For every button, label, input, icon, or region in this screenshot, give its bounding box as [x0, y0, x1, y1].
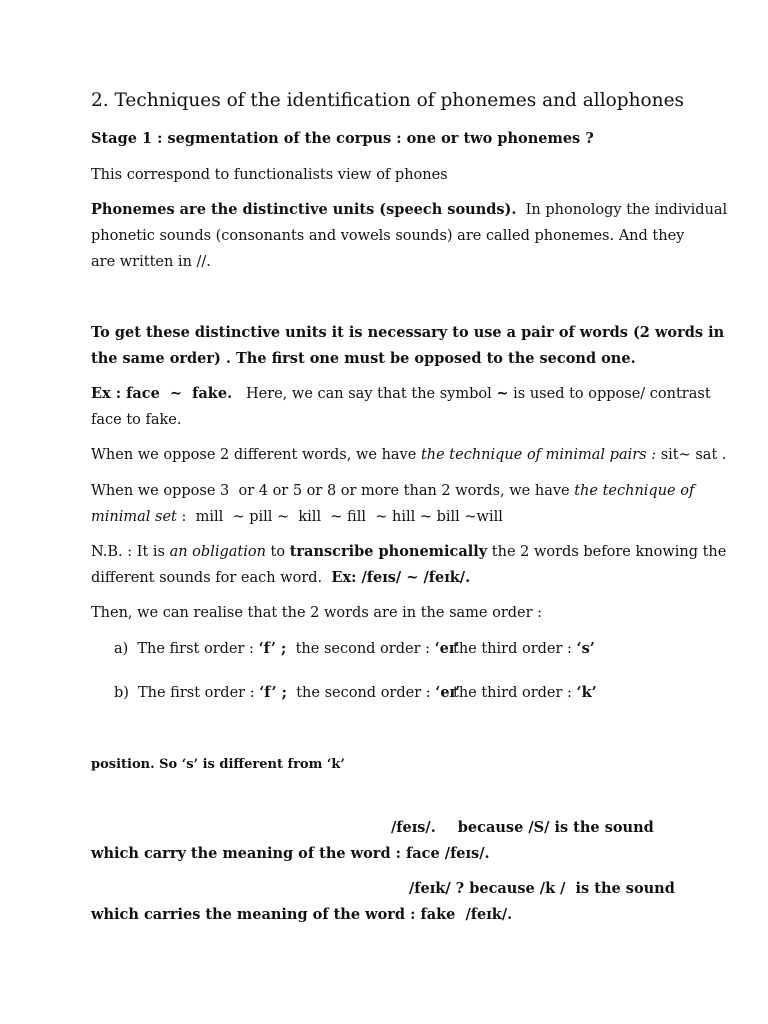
example-line2: face to fake.: [91, 412, 182, 428]
list-item-a-third: [453, 636, 595, 662]
first-order-label: The first order :: [137, 641, 259, 657]
nb-part1: N.B. : It is: [91, 544, 170, 560]
second-order-value: ‘eɪ’: [434, 640, 460, 657]
face-fragment: [391, 815, 654, 841]
example-rest1: Here, we can say that the symbol: [232, 386, 497, 402]
nb-line2: different sounds for each word.: [91, 570, 332, 586]
phonemes-bold: Phonemes are the distinctive units (speech sounds).: [91, 201, 517, 218]
third-order-label: the third order :: [453, 685, 577, 701]
tilde-symbol: ~: [496, 385, 509, 402]
pair-rule-paragraph: [91, 320, 725, 372]
list-item-b-third: [453, 680, 597, 706]
minimal-set-term-2: minimal set: [91, 509, 177, 525]
face-transcription: /feɪs/.: [391, 819, 436, 836]
fake-transcription: /feɪk/ ? because /k / is the sound: [409, 880, 675, 897]
nb-obligation: an obligation: [169, 544, 266, 560]
minimal-set-before: When we oppose 3 or 4 or 5 or 8 or more than 2 words, we have: [91, 483, 575, 499]
phonemes-line1-rest: In phonology the individual: [516, 202, 728, 218]
minimal-pairs-after: sit~ sat .: [656, 447, 727, 463]
pair-rule-line1: To get these distinctive units it is necessary to use a pair of words (2 words in: [91, 324, 725, 341]
stage-1-heading: [91, 126, 691, 152]
list-marker: b): [114, 685, 129, 701]
heading-text: 2. Techniques of the identification of phonemes and allophones: [91, 90, 685, 111]
fake-fragment: [409, 876, 675, 902]
list-marker: a): [114, 641, 129, 657]
list-item-a: [114, 636, 459, 662]
minimal-pairs-before: When we oppose 2 different words, we have: [91, 447, 421, 463]
minimal-pairs-term: the technique of minimal pairs :: [420, 447, 657, 463]
minimal-set-paragraph: [91, 478, 695, 530]
nb-part3: the 2 words before knowing the: [487, 544, 727, 560]
face-because: because /S/ is the sound: [457, 819, 654, 836]
first-order-value: ‘f’ ;: [258, 640, 287, 657]
third-order-value: ‘s’: [576, 640, 595, 657]
face-meaning: which carry the meaning of the word : face /feɪs/.: [91, 845, 490, 862]
phonemes-paragraph: [91, 197, 728, 275]
fake-line2: [91, 902, 691, 928]
stage-1-text: Stage 1 : segmentation of the corpus : one or two phonemes ?: [91, 130, 594, 147]
third-order-label: the third order :: [453, 641, 577, 657]
nb-example: Ex: /feɪs/ ~ /feɪk/.: [331, 569, 471, 586]
pair-rule-line2: the same order) . The first one must be opposed to the second one.: [91, 350, 636, 367]
intro-text: This correspond to functionalists view of phones: [91, 167, 448, 183]
nb-part2: to: [265, 544, 290, 560]
list-item-b: [114, 680, 460, 706]
first-order-label: The first order :: [137, 685, 260, 701]
nb-paragraph: [91, 539, 727, 591]
then-text: Then, we can realise that the 2 words are in the same order :: [91, 605, 543, 621]
second-order-value: ‘eɪ’: [435, 684, 461, 701]
nb-transcribe: transcribe phonemically: [289, 543, 488, 560]
minimal-pairs-line: [91, 442, 727, 468]
example-rest2: is used to oppose/ contrast: [508, 386, 711, 402]
then-line: [91, 600, 691, 626]
intro-line: [91, 162, 691, 188]
phonemes-line3: are written in //.: [91, 254, 211, 270]
first-order-value: ‘f’ ;: [259, 684, 288, 701]
minimal-set-term-1: the technique of: [574, 483, 695, 499]
example-paragraph: [91, 381, 711, 433]
third-order-value: ‘k’: [576, 684, 597, 701]
fake-meaning: which carries the meaning of the word : fake /feɪk/.: [91, 906, 513, 923]
example-bold: Ex : face ~ fake.: [91, 385, 233, 402]
second-order-label: the second order :: [287, 685, 436, 701]
section-heading: [91, 88, 691, 114]
second-order-label: the second order :: [286, 641, 435, 657]
position-text: position. So ‘s’ is different from ‘k’: [91, 757, 345, 772]
face-line2: [91, 841, 691, 867]
position-line: [91, 752, 691, 778]
phonemes-line2: phonetic sounds (consonants and vowels sounds) are called phonemes. And they: [91, 228, 685, 244]
minimal-set-after: : mill ~ pill ~ kill ~ fill ~ hill ~ bill ~will: [176, 509, 503, 525]
